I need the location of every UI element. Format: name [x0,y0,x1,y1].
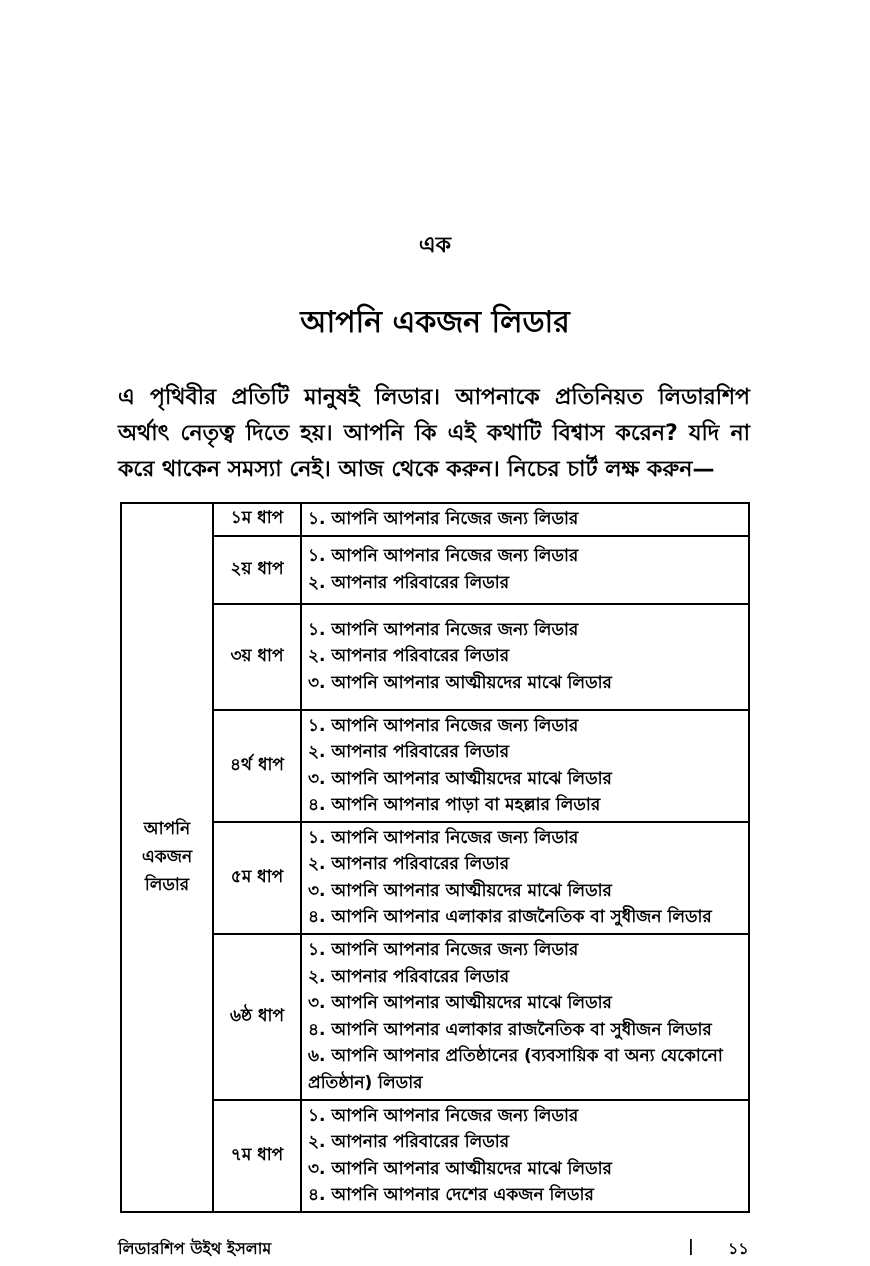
list-item: ২. আপনার পরিবারের লিডার [308,854,510,874]
leadership-steps-table [120,502,750,1213]
list-item: ১. আপনি আপনার নিজের জন্য লিডার [308,1105,579,1126]
list-item: ১. আপনি আপনার নিজের জন্য লিডার [308,827,579,848]
list-item: ৪. আপনি আপনার এলাকার রাজনৈতিক বা সুধীজন লিডার [308,1019,712,1040]
step-label: ২য় ধাপ [213,536,301,604]
table-row [121,536,749,604]
step-label: ৬ষ্ঠ ধাপ [213,934,301,1100]
side-label-cell [121,503,213,1212]
footer-book-title: লিডারশিপ উইথ ইসলাম [118,1239,272,1258]
step-items [301,1100,749,1212]
list-item: ২. আপনার পরিবারের লিডার [308,742,510,762]
list-item: ৪. আপনি আপনার দেশের একজন লিডার [308,1185,594,1205]
list-item: ১. আপনি আপনার নিজের জন্য লিডার [308,546,579,566]
list-item: ৪. আপনি আপনার এলাকার রাজনৈতিক বা সুধীজন লিডার [308,907,712,927]
table-row [121,934,749,1100]
list-item: ২. আপনার পরিবারের লিডার [308,572,510,593]
chapter-title: আপনি একজন লিডার [300,305,570,340]
step-items [301,822,749,934]
step-label: ১ম ধাপ [213,503,301,536]
table-row [121,503,749,536]
page-number: ১১ [728,1239,749,1258]
table-row [121,604,749,710]
list-item: ৩. আপনি আপনার আত্মীয়দের মাঝে লিডার [308,993,612,1013]
list-item: ৩. আপনি আপনার আত্মীয়দের মাঝে লিডার [308,880,612,901]
step-label: ৭ম ধাপ [213,1100,301,1212]
list-item: ২. আপনার পরিবারের লিডার [308,646,510,667]
step-items [301,536,749,604]
list-item: ২. আপনার পরিবারের লিডার [308,966,510,987]
table-row [121,710,749,822]
table-row [121,822,749,934]
step-items [301,710,749,822]
list-item: ৩. আপনি আপনার আত্মীয়দের মাঝে লিডার [308,672,612,693]
list-item: ৪. আপনি আপনার পাড়া বা মহল্লার লিডার [308,795,601,815]
chapter-label: এক [418,233,452,258]
step-items [301,934,749,1100]
list-item: ১. আপনি আপনার নিজের জন্য লিডার [308,509,579,529]
step-label: ৩য় ধাপ [213,604,301,710]
step-label: ৪র্থ ধাপ [213,710,301,822]
list-item: ১. আপনি আপনার নিজের জন্য লিডার [308,940,579,960]
table-row [121,1100,749,1212]
list-item: ১. আপনি আপনার নিজের জন্য লিডার [308,619,579,640]
footer-separator: | [688,1236,694,1255]
list-item: ৬. আপনি আপনার প্রতিষ্ঠানের (ব্যবসায়িক বা অন্য যেকোনো প্রতিষ্ঠান) লিডার [308,1046,723,1093]
side-label-line: একজন [141,847,193,868]
list-item: ৩. আপনি আপনার আত্মীয়দের মাঝে লিডার [308,1158,612,1179]
step-label: ৫ম ধাপ [213,822,301,934]
list-item: ৩. আপনি আপনার আত্মীয়দের মাঝে লিডার [308,768,612,789]
side-label-line: লিডার [144,875,190,896]
side-label-line: আপনি [143,819,191,840]
intro-paragraph: এ পৃথিবীর প্রতিটি মানুষই লিডার। আপনাকে প্রতিনিয়ত লিডারশিপ অর্থাৎ নেতৃত্ব দিতে হয়। আপনি কি এই কথাটি বিশ্বাস করেন? যদি না করে থাকেন সমস্যা নেই। আজ থেকে করুন। নিচের চার্ট লক্ষ করুন— [118,385,750,482]
step-items [301,503,749,536]
list-item: ১. আপনি আপনার নিজের জন্য লিডার [308,715,579,736]
list-item: ২. আপনার পরিবারের লিডার [308,1132,510,1152]
step-items [301,604,749,710]
